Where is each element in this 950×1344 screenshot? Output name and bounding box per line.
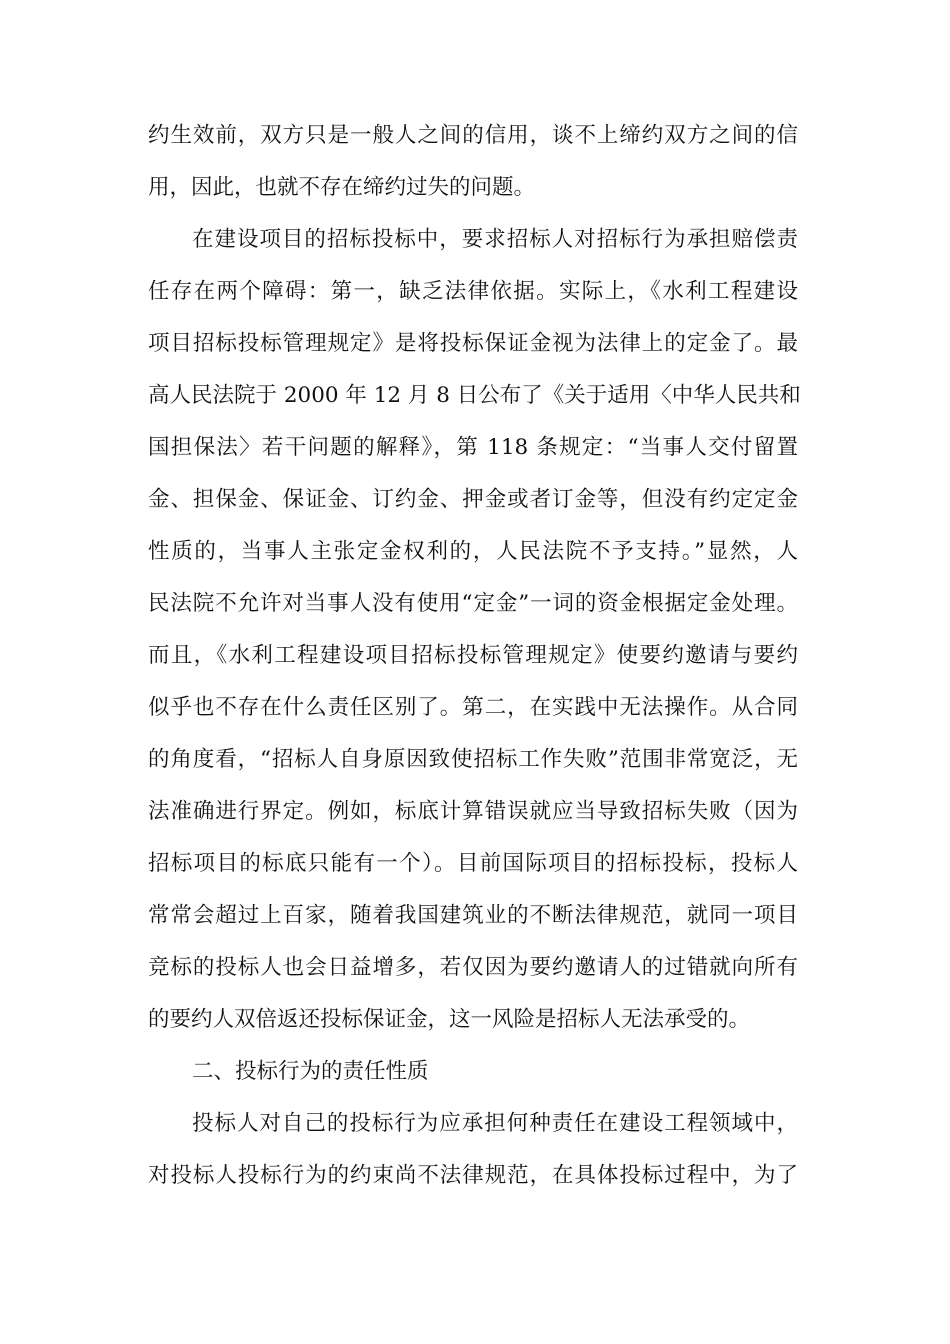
text-line: 金、担保金、保证金、订约金、押金或者订金等，但没有约定定金 — [148, 487, 798, 512]
text-line: 对投标人投标行为的约束尚不法律规范，在具体投标过程中，为了 — [148, 1163, 798, 1188]
text-line: 竞标的投标人也会日益增多，若仅因为要约邀请人的过错就向所有 — [148, 955, 798, 980]
paragraph — [148, 214, 801, 1046]
text-line: 用，因此，也就不存在缔约过失的问题。 — [148, 175, 536, 200]
text-line: 招标项目的标底只能有一个）。目前国际项目的招标投标，投标人 — [148, 851, 798, 876]
text-line: 的角度看，“招标人自身原因致使招标工作失败”范围非常宽泛，无 — [148, 747, 798, 772]
text-line: 性质的，当事人主张定金权利的，人民法院不予支持。”显然，人 — [148, 539, 798, 564]
text-line: 项目招标投标管理规定》是将投标保证金视为法律上的定金了。最 — [148, 331, 798, 356]
text-line: 高人民法院于 2000 年 12 月 8 日公布了《关于适用〈中华人民共和 — [148, 383, 801, 408]
text-line: 而且，《水利工程建设项目招标投标管理规定》使要约邀请与要约 — [148, 643, 798, 668]
text-line: 民法院不允许对当事人没有使用“定金”一词的资金根据定金处理。 — [148, 591, 798, 616]
section-heading-text: 二、投标行为的责任性质 — [192, 1059, 429, 1084]
text-line: 任存在两个障碍：第一，缺乏法律依据。实际上，《水利工程建设 — [148, 279, 798, 304]
paragraph — [148, 110, 798, 214]
document-body — [148, 110, 801, 1202]
text-line: 的要约人双倍返还投标保证金，这一风险是招标人无法承受的。 — [148, 1007, 751, 1032]
text-line: 法准确进行界定。例如，标底计算错误就应当导致招标失败（因为 — [148, 799, 798, 824]
text-line: 约生效前，双方只是一般人之间的信用，谈不上缔约双方之间的信 — [148, 123, 798, 148]
text-line: 国担保法〉若干问题的解释》，第 118 条规定：“当事人交付留置 — [148, 435, 798, 460]
paragraph — [148, 1098, 798, 1202]
text-line: 常常会超过上百家，随着我国建筑业的不断法律规范，就同一项目 — [148, 903, 798, 928]
section-heading — [148, 1046, 798, 1098]
text-line: 在建设项目的招标投标中，要求招标人对招标行为承担赔偿责 — [192, 227, 798, 252]
text-line: 投标人对自己的投标行为应承担何种责任在建设工程领域中， — [192, 1111, 798, 1136]
text-line: 似乎也不存在什么责任区别了。第二，在实践中无法操作。从合同 — [148, 695, 798, 720]
